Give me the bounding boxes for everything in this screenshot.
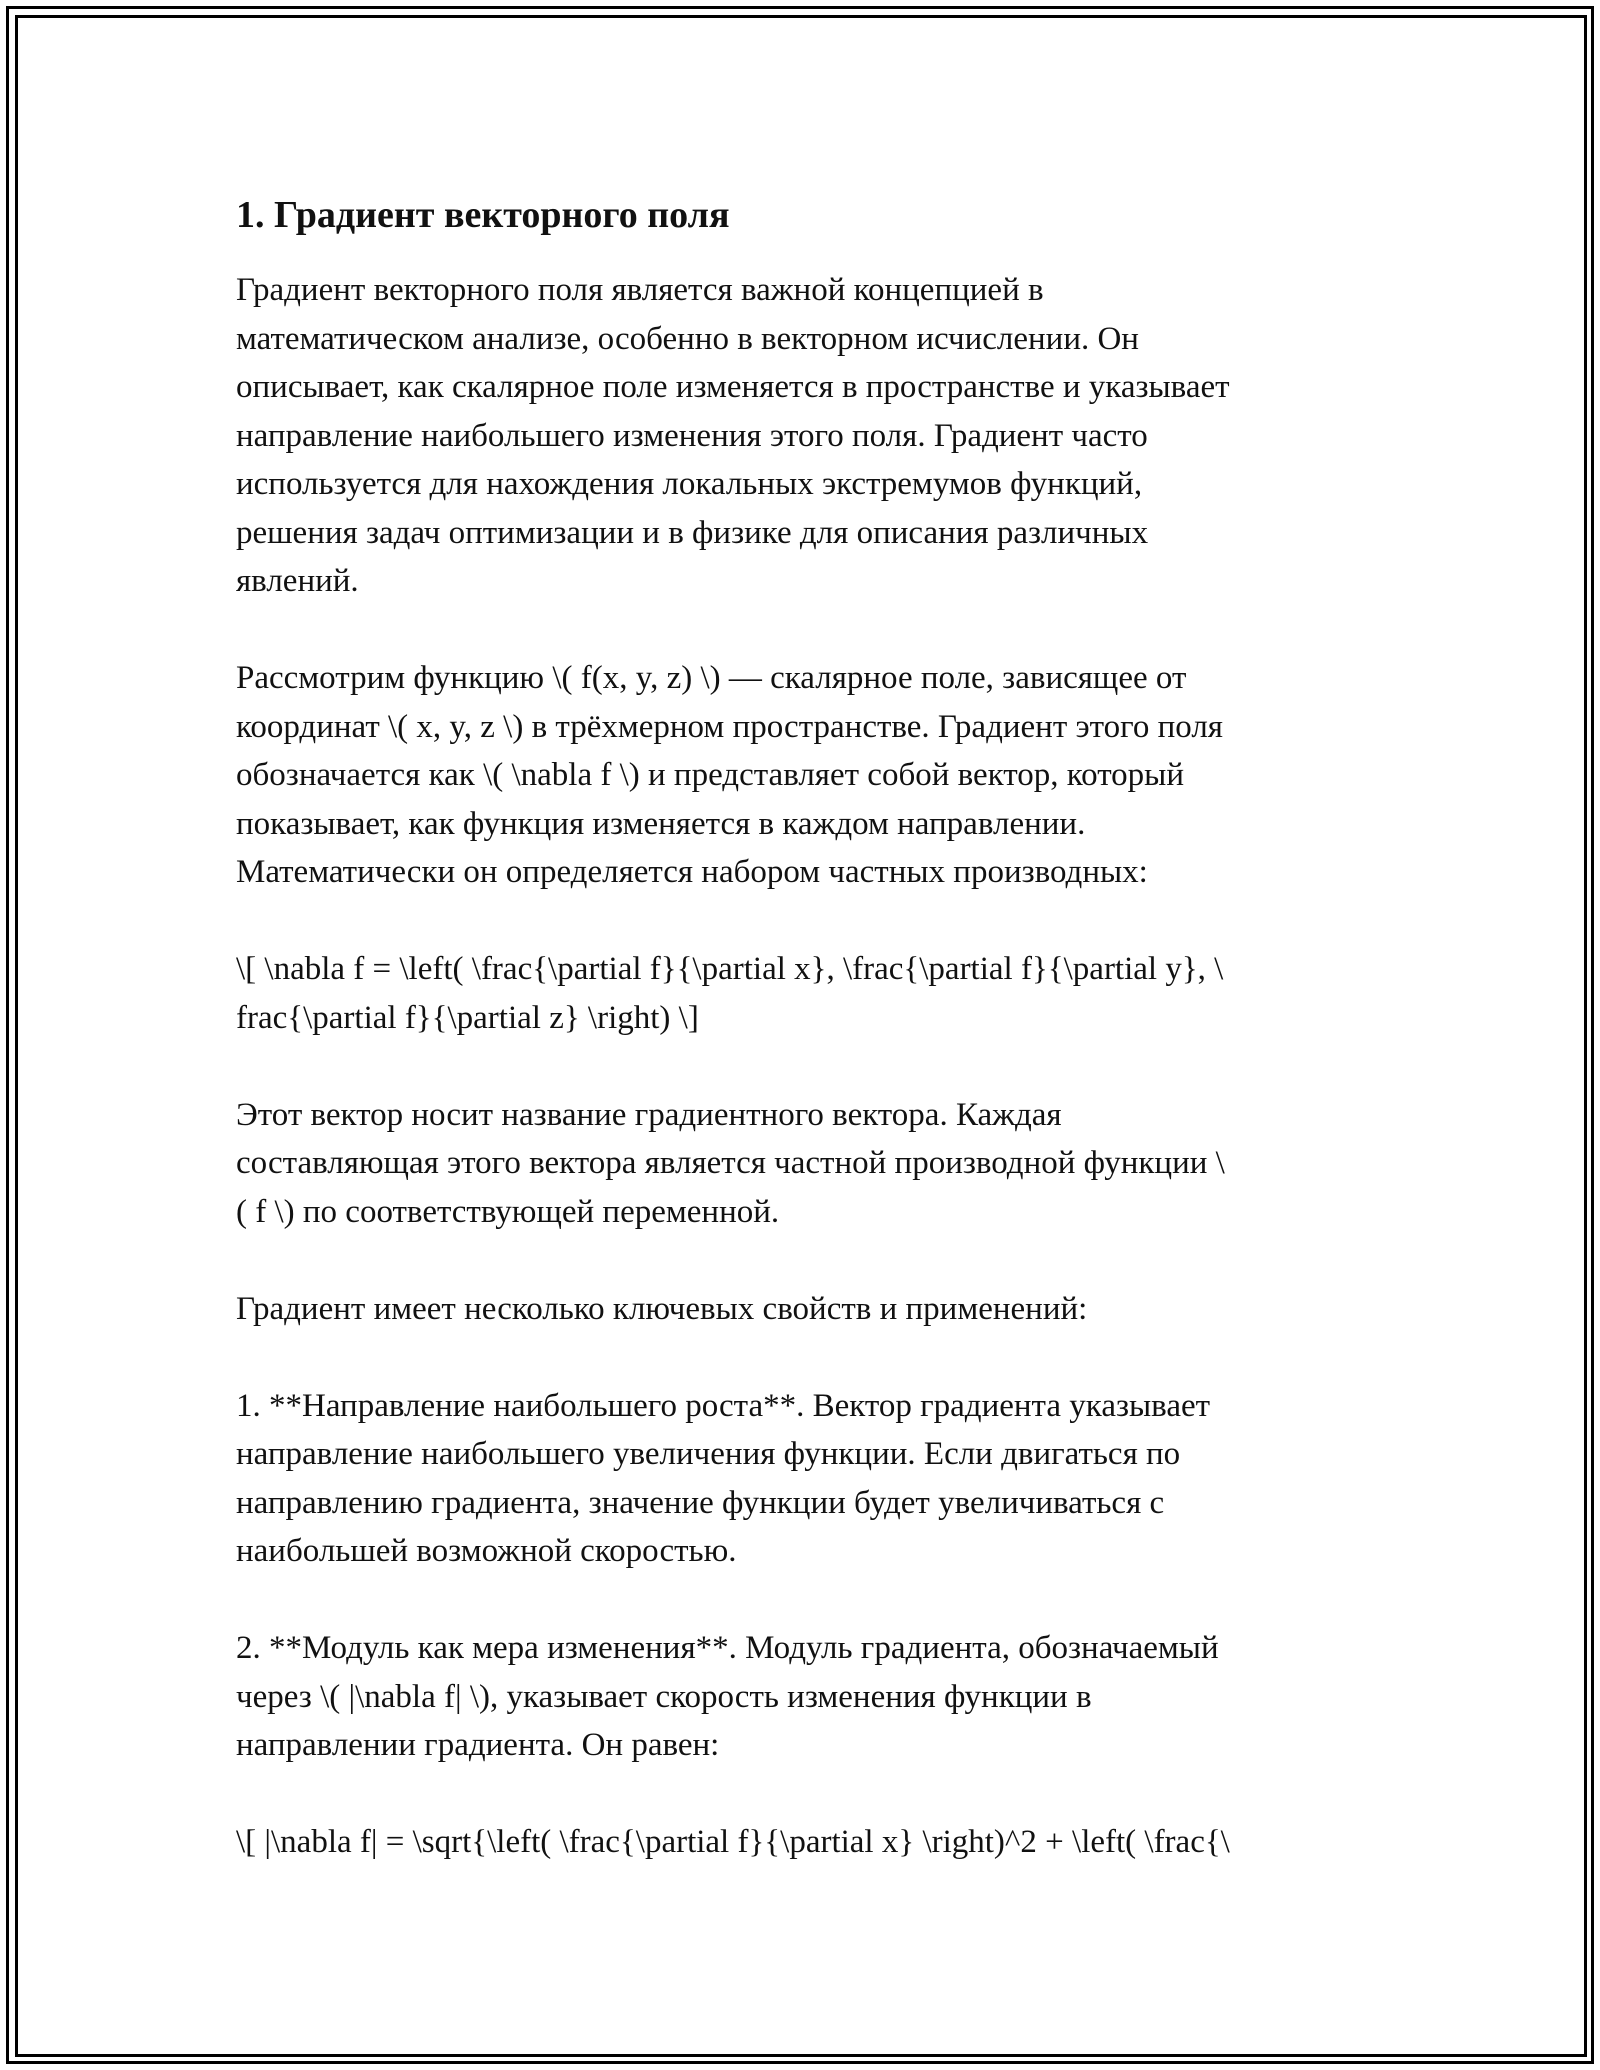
text-line: используется для нахождения локальных экстремумов функций, — [236, 466, 1143, 502]
paragraph-definition — [236, 654, 1356, 897]
formula-line: \[ |\nabla f| = \sqrt{\left( \frac{\partial f}{\partial x} \right)^2 + \left( \frac{\ — [236, 1824, 1230, 1860]
text-line: Этот вектор носит название градиентного вектора. Каждая — [236, 1096, 1062, 1133]
text-line: решения задач оптимизации и в физике для описания различных — [236, 514, 1149, 551]
text-line: описывает, как скалярное поле изменяется в пространстве и указывает — [236, 369, 1230, 405]
text-line: математическом анализе, особенно в векторном исчислении. Он — [236, 320, 1139, 357]
text-line: Градиент имеет несколько ключевых свойств и применений: — [236, 1290, 1088, 1327]
text-line: направлении градиента. Он равен: — [236, 1727, 720, 1763]
document-body — [236, 190, 1356, 1915]
section-heading: 1. Градиент векторного поля — [236, 194, 730, 236]
text-line: Математически он определяется набором частных производных: — [236, 854, 1148, 890]
text-line: Рассмотрим функцию \( f(x, y, z) \) — скалярное поле, зависящее от — [236, 660, 1187, 696]
text-line: показывает, как функция изменяется в каждом направлении. — [236, 805, 1086, 842]
text-line: явлений. — [236, 563, 359, 599]
list-item-magnitude — [236, 1624, 1356, 1770]
text-line: составляющая этого вектора является частной производной функции \ — [236, 1145, 1225, 1181]
paragraph-gradient-vector — [236, 1091, 1356, 1237]
formula-magnitude — [236, 1818, 1356, 1867]
text-line: направление наибольшего увеличения функции. Если двигаться по — [236, 1436, 1181, 1472]
formula-gradient — [236, 945, 1356, 1042]
text-line: направление наибольшего изменения этого поля. Градиент часто — [236, 417, 1148, 454]
text-line: наибольшей возможной скоростью. — [236, 1533, 737, 1569]
text-line: координат \( x, y, z \) в трёхмерном пространстве. Градиент этого поля — [236, 708, 1223, 745]
text-line: ( f \) по соответствующей переменной. — [236, 1193, 780, 1230]
formula-line: frac{\partial f}{\partial z} \right) \] — [236, 999, 699, 1036]
text-line: направлению градиента, значение функции будет увеличиваться с — [236, 1484, 1165, 1521]
paragraph-properties-intro — [236, 1285, 1356, 1334]
list-item-direction — [236, 1382, 1356, 1576]
text-line: Градиент векторного поля является важной концепцией в — [236, 272, 1044, 308]
formula-line: \[ \nabla f = \left( \frac{\partial f}{\partial x}, \frac{\partial f}{\partial y}, \ — [236, 951, 1224, 987]
paragraph-intro — [236, 266, 1356, 606]
text-line: через \( |\nabla f| \), указывает скорость изменения функции в — [236, 1678, 1092, 1715]
text-line: 2. **Модуль как мера изменения**. Модуль градиента, обозначаемый — [236, 1630, 1219, 1666]
text-line: обозначается как \( \nabla f \) и представляет собой вектор, который — [236, 757, 1185, 793]
text-line: 1. **Направление наибольшего роста**. Вектор градиента указывает — [236, 1387, 1211, 1424]
